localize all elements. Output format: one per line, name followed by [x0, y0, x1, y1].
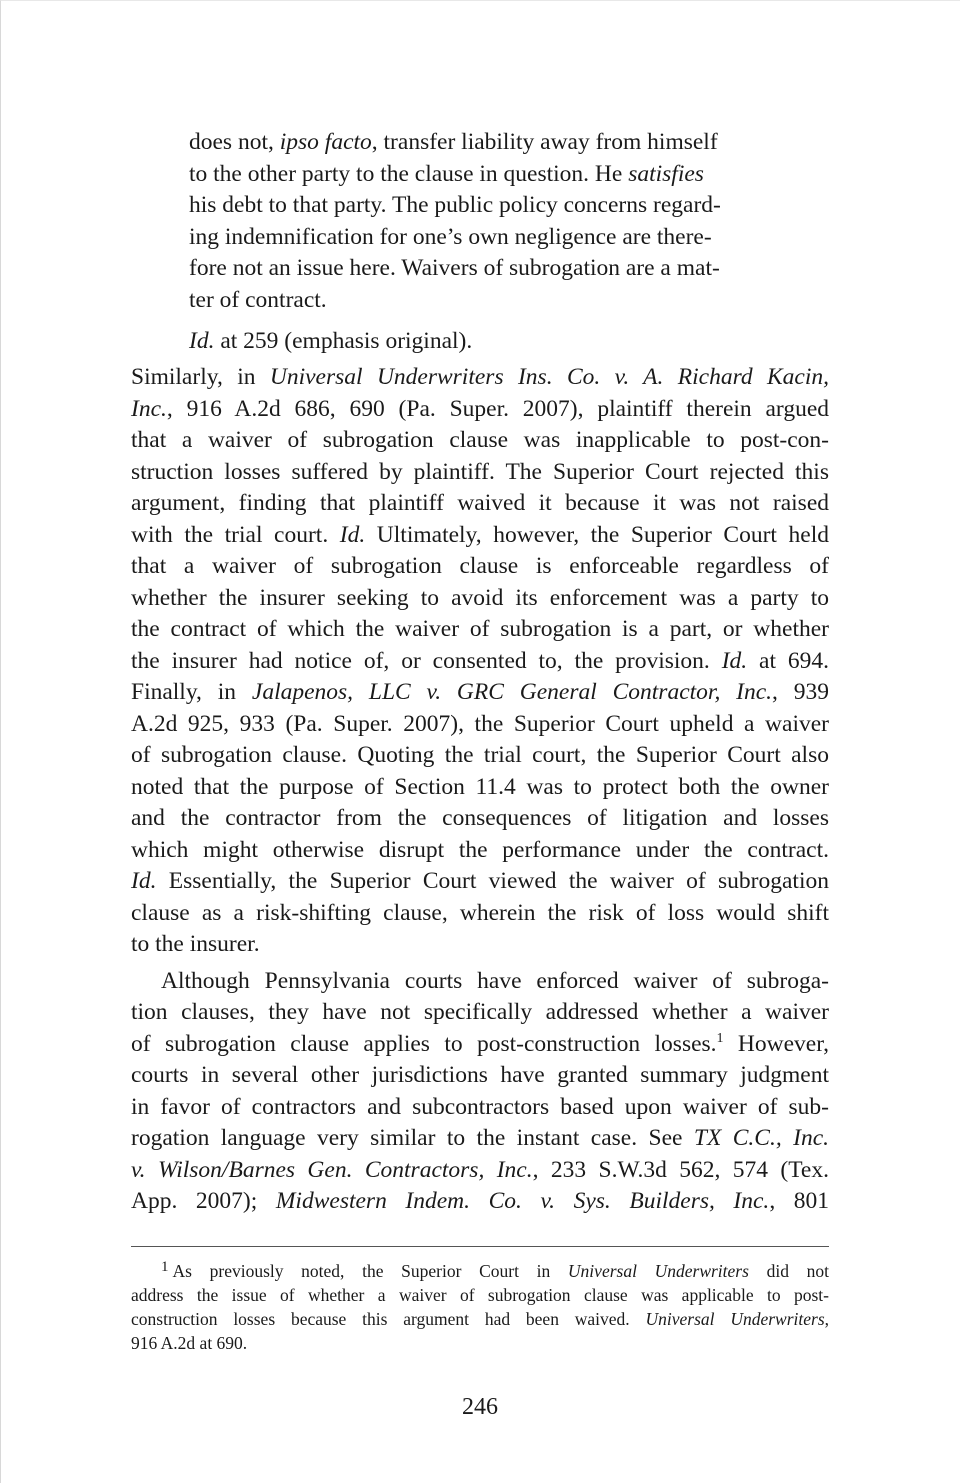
body-line: to the insurer. [131, 931, 260, 957]
quote-line: ter of contract. [189, 287, 327, 313]
body-line: struction losses suffered by plaintiff. The Superior Court rejected this [131, 459, 829, 485]
body-line: clause as a risk-shifting clause, wherein the risk of loss would shift [131, 900, 829, 926]
body-line: the contract of which the waiver of subrogation is a part, or whether [131, 616, 829, 642]
body-line: Although Pennsylvania courts have enforced waiver of subroga- [161, 968, 829, 994]
body-line: which might otherwise disrupt the performance under the contract. [131, 837, 829, 863]
body-line: and the contractor from the consequences of litigation and losses [131, 805, 829, 831]
quote-line: his debt to that party. The public policy concerns regard- [189, 192, 721, 218]
body-line: Inc., 916 A.2d 686, 690 (Pa. Super. 2007), plaintiff therein argued [131, 396, 829, 422]
body-line: of subrogation clause applies to post-construction losses.$^1$ However, [131, 1031, 829, 1057]
footnote-line: address the issue of whether a waiver of subrogation clause was applicable to post- [131, 1285, 829, 1305]
quote-line: ing indemnification for one’s own negligence are there- [189, 224, 712, 250]
quote-line: to the other party to the clause in question. He satisfies [189, 161, 704, 187]
quote-line: fore not an issue here. Waivers of subrogation are a mat- [189, 255, 720, 281]
body-line: that a waiver of subrogation clause was inapplicable to post-con- [131, 427, 829, 453]
body-line: that a waiver of subrogation clause is enforceable regardless of [131, 553, 829, 579]
body-line: noted that the purpose of Section 11.4 was to protect both the owner [131, 774, 829, 800]
body-line: Id. Essentially, the Superior Court viewed the waiver of subrogation [131, 868, 829, 894]
body-line: the insurer had notice of, or consented to, the provision. Id. at 694. [131, 648, 829, 674]
body-line: v. Wilson/Barnes Gen. Contractors, Inc., 233 S.W.3d 562, 574 (Tex. [131, 1157, 829, 1183]
footnote-divider [131, 1246, 829, 1247]
body-line: A.2d 925, 933 (Pa. Super. 2007), the Superior Court upheld a waiver [131, 711, 829, 737]
body-line: rogation language very similar to the instant case. See TX C.C., Inc. [131, 1125, 830, 1151]
body-line: App. 2007); Midwestern Indem. Co. v. Sys. Builders, Inc., 801 [131, 1188, 830, 1214]
body-line: with the trial court. Id. Ultimately, however, the Superior Court held [131, 522, 829, 548]
footnote-line: 916 A.2d at 690. [131, 1333, 248, 1353]
page-number: 246 [462, 1394, 498, 1420]
footnote-reference[interactable]: 1 [716, 1031, 724, 1046]
quote-line: does not, ipso facto, transfer liability away from himself [189, 129, 718, 155]
footnote-line: 1 As previously noted, the Superior Court in Universal Underwriters did not [161, 1259, 830, 1281]
body-line: Similarly, in Universal Underwriters Ins. Co. v. A. Richard Kacin, [131, 364, 829, 390]
body-line: of subrogation clause. Quoting the trial court, the Superior Court also [131, 742, 829, 768]
body-line: courts in several other jurisdictions have granted summary judgment [131, 1062, 829, 1088]
body-line: tion clauses, they have not specifically addressed whether a waiver [131, 999, 829, 1025]
footnote-marker: 1 [161, 1259, 169, 1275]
body-line: whether the insurer seeking to avoid its enforcement was a party to [131, 585, 829, 611]
body-line: Finally, in Jalapenos, LLC v. GRC General Contractor, Inc., 939 [131, 679, 830, 705]
footnote-line: construction losses because this argument had been waived. Universal Underwriters, [131, 1309, 830, 1329]
body-line: argument, finding that plaintiff waived it because it was not raised [131, 490, 829, 516]
body-line: in favor of contractors and subcontractors based upon waiver of sub- [131, 1094, 829, 1120]
quote-citation: Id. at 259 (emphasis original). [189, 328, 473, 354]
